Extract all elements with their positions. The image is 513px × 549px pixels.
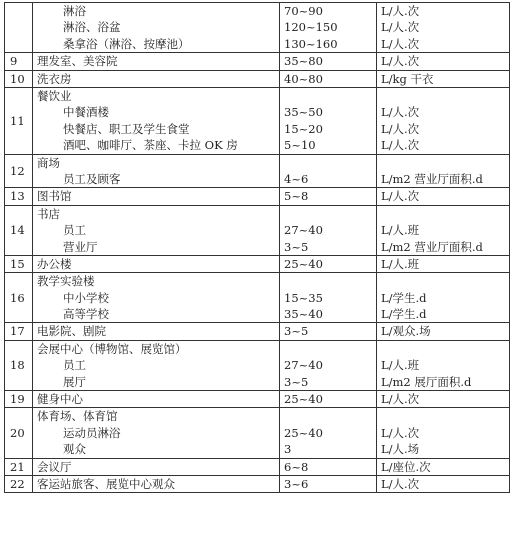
item-name-cell — [33, 154, 280, 188]
row-number: 14 — [5, 205, 33, 255]
item-name-cell — [33, 53, 280, 70]
quota-value: 27~40 — [284, 223, 323, 238]
quota-unit-cell — [377, 154, 510, 188]
item-name: 快餐店、职工及学生食堂 — [63, 121, 190, 136]
quota-value-cell — [280, 53, 377, 70]
quota-value: 35~80 — [284, 54, 323, 69]
item-name-cell — [33, 273, 280, 323]
table-row — [5, 53, 510, 70]
quota-unit — [381, 155, 505, 171]
quota-value: 70~90 — [284, 4, 323, 18]
item-name: 商场 — [37, 155, 60, 170]
table-row — [5, 458, 510, 475]
quota-value: 3~5 — [284, 239, 309, 254]
quota-unit: L/人.班 — [381, 223, 420, 238]
water-quota-table — [4, 2, 510, 493]
quota-unit: L/人.场 — [381, 442, 420, 457]
row-number: 10 — [5, 70, 33, 87]
quota-value — [284, 273, 372, 289]
item-name: 书店 — [37, 206, 60, 221]
row-number: 19 — [5, 391, 33, 408]
quota-unit-cell — [377, 70, 510, 87]
row-number: 13 — [5, 188, 33, 205]
item-name-cell — [33, 340, 280, 390]
quota-unit — [381, 206, 505, 222]
item-name: 洗衣房 — [37, 71, 72, 86]
quota-value: 130~160 — [284, 36, 338, 51]
quota-unit-cell — [377, 476, 510, 493]
quota-value-cell — [280, 476, 377, 493]
quota-value-cell — [280, 70, 377, 87]
item-name: 淋浴 — [63, 4, 86, 18]
item-name-cell — [33, 205, 280, 255]
item-name: 会议厅 — [37, 459, 72, 474]
item-name: 餐饮业 — [37, 88, 72, 103]
quota-value: 3~6 — [284, 477, 309, 492]
quota-value: 15~35 — [284, 290, 323, 305]
quota-value: 40~80 — [284, 71, 323, 86]
table-row — [5, 255, 510, 272]
quota-unit: L/人.次 — [381, 4, 420, 18]
item-name-cell — [33, 476, 280, 493]
quota-value-cell — [280, 188, 377, 205]
quota-unit: L/m2 展厅面积.d — [381, 374, 472, 389]
row-number — [5, 3, 33, 53]
item-name: 营业厅 — [63, 239, 98, 254]
quota-value-cell — [280, 458, 377, 475]
item-name: 图书馆 — [37, 189, 72, 204]
quota-value — [284, 206, 372, 222]
quota-unit-cell — [377, 408, 510, 458]
row-number: 12 — [5, 154, 33, 188]
item-name: 中餐酒楼 — [63, 105, 109, 120]
row-number: 22 — [5, 476, 33, 493]
row-number: 20 — [5, 408, 33, 458]
quota-unit: L/人.次 — [381, 121, 420, 136]
quota-unit-cell — [377, 53, 510, 70]
quota-value-cell — [280, 87, 377, 154]
table-row — [5, 391, 510, 408]
quota-value: 3~5 — [284, 324, 309, 339]
quota-unit-cell — [377, 255, 510, 272]
row-number: 21 — [5, 458, 33, 475]
table-row — [5, 340, 510, 390]
table-row — [5, 323, 510, 340]
quota-unit: L/人.班 — [381, 256, 420, 271]
item-name-cell — [33, 188, 280, 205]
item-name: 员工 — [63, 358, 86, 373]
quota-value-cell — [280, 323, 377, 340]
quota-unit: L/座位.次 — [381, 459, 431, 474]
quota-unit: L/m2 营业厅面积.d — [381, 171, 483, 186]
quota-value-cell — [280, 273, 377, 323]
quota-value: 4~6 — [284, 171, 309, 186]
table-row — [5, 188, 510, 205]
quota-value: 3 — [284, 442, 292, 457]
quota-value: 6~8 — [284, 459, 309, 474]
quota-value: 3~5 — [284, 374, 309, 389]
quota-value-cell — [280, 255, 377, 272]
item-name: 运动员淋浴 — [63, 425, 121, 440]
quota-unit-cell — [377, 87, 510, 154]
quota-value-cell — [280, 408, 377, 458]
quota-value-cell — [280, 3, 377, 53]
quota-value: 35~40 — [284, 307, 323, 322]
quota-value — [284, 155, 372, 171]
quota-unit: L/kg 干衣 — [381, 71, 434, 86]
quota-value: 5~10 — [284, 138, 316, 153]
item-name: 健身中心 — [37, 392, 83, 407]
quota-unit: L/人.次 — [381, 105, 420, 120]
item-name-cell — [33, 408, 280, 458]
item-name-cell — [33, 3, 280, 53]
quota-unit-cell — [377, 458, 510, 475]
quota-unit: L/人.次 — [381, 392, 420, 407]
table-row — [5, 408, 510, 458]
table-row — [5, 70, 510, 87]
row-number: 9 — [5, 53, 33, 70]
item-name: 员工 — [63, 223, 86, 238]
item-name-cell — [33, 70, 280, 87]
quota-value — [284, 341, 372, 357]
item-name-cell — [33, 323, 280, 340]
quota-value: 120~150 — [284, 20, 338, 35]
quota-unit: L/人.次 — [381, 36, 420, 51]
table-row — [5, 3, 510, 53]
item-name: 办公楼 — [37, 256, 72, 271]
table-row — [5, 87, 510, 154]
item-name-cell — [33, 87, 280, 154]
quota-unit: L/人.次 — [381, 138, 420, 153]
item-name: 员工及顾客 — [63, 171, 121, 186]
item-name-cell — [33, 391, 280, 408]
quota-value-cell — [280, 205, 377, 255]
table-row — [5, 476, 510, 493]
quota-unit: L/学生.d — [381, 307, 427, 322]
quota-unit-cell — [377, 205, 510, 255]
quota-unit-cell — [377, 340, 510, 390]
item-name: 中小学校 — [63, 290, 109, 305]
item-name: 电影院、剧院 — [37, 324, 106, 339]
item-name-cell — [33, 255, 280, 272]
item-name-cell — [33, 458, 280, 475]
quota-value: 25~40 — [284, 256, 323, 271]
item-name: 会展中心（博物馆、展览馆） — [37, 341, 187, 356]
item-name: 理发室、美容院 — [37, 54, 118, 69]
quota-unit — [381, 341, 505, 357]
quota-value: 15~20 — [284, 121, 323, 136]
item-name: 酒吧、咖啡厅、茶座、卡拉 OK 房 — [63, 138, 238, 153]
quota-value: 35~50 — [284, 105, 323, 120]
row-number: 18 — [5, 340, 33, 390]
table-body — [5, 3, 510, 493]
quota-unit — [381, 273, 505, 289]
quota-value: 5~8 — [284, 189, 309, 204]
quota-unit-cell — [377, 3, 510, 53]
quota-value — [284, 408, 372, 424]
item-name: 高等学校 — [63, 307, 109, 322]
quota-value-cell — [280, 340, 377, 390]
item-name: 教学实验楼 — [37, 274, 95, 289]
row-number: 11 — [5, 87, 33, 154]
water-quota-table-page — [4, 2, 509, 493]
quota-unit: L/学生.d — [381, 290, 427, 305]
quota-unit-cell — [377, 323, 510, 340]
quota-unit-cell — [377, 188, 510, 205]
quota-unit: L/人.次 — [381, 477, 420, 492]
item-name: 客运站旅客、展览中心观众 — [37, 477, 175, 492]
quota-unit: L/m2 营业厅面积.d — [381, 239, 483, 254]
table-row — [5, 273, 510, 323]
item-name: 展厅 — [63, 374, 86, 389]
row-number: 15 — [5, 255, 33, 272]
item-name: 淋浴、浴盆 — [63, 20, 121, 35]
quota-unit — [381, 408, 505, 424]
quota-unit: L/人.次 — [381, 20, 420, 35]
quota-unit: L/观众.场 — [381, 324, 431, 339]
quota-value-cell — [280, 391, 377, 408]
quota-unit-cell — [377, 391, 510, 408]
quota-unit: L/人.次 — [381, 189, 420, 204]
quota-value: 25~40 — [284, 425, 323, 440]
quota-value: 27~40 — [284, 358, 323, 373]
item-name: 观众 — [63, 442, 86, 457]
item-name: 桑拿浴（淋浴、按摩池） — [63, 36, 190, 51]
quota-value: 25~40 — [284, 392, 323, 407]
quota-value — [284, 88, 372, 104]
table-row — [5, 154, 510, 188]
row-number: 16 — [5, 273, 33, 323]
quota-unit: L/人.次 — [381, 54, 420, 69]
quota-unit-cell — [377, 273, 510, 323]
quota-unit: L/人.次 — [381, 425, 420, 440]
quota-unit: L/人.班 — [381, 358, 420, 373]
table-row — [5, 205, 510, 255]
quota-unit — [381, 88, 505, 104]
item-name: 体育场、体育馆 — [37, 409, 118, 424]
row-number: 17 — [5, 323, 33, 340]
quota-value-cell — [280, 154, 377, 188]
